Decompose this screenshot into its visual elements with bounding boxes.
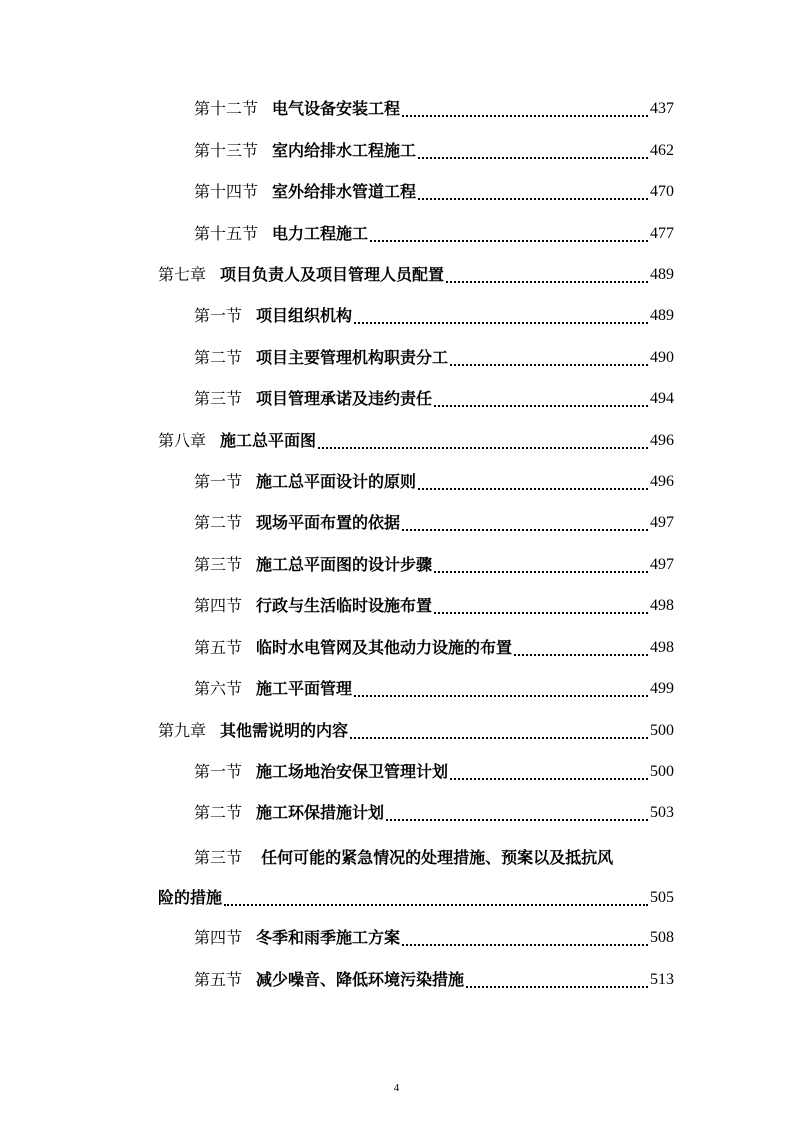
toc-entry-page: 477 [650, 225, 674, 242]
toc-entry-page: 508 [650, 929, 674, 946]
toc-entry-page: 490 [650, 349, 674, 366]
toc-entry-title: 电力工程施工 [272, 224, 369, 243]
toc-entry-number: 第五节 [194, 970, 243, 989]
page-number: 4 [393, 1082, 400, 1094]
dot-leader [418, 157, 648, 159]
toc-entry-title-continued: 险的措施 [158, 888, 223, 907]
toc-entry-title: 室外给排水管道工程 [272, 182, 417, 201]
dot-leader [514, 654, 648, 656]
toc-entry[interactable] [194, 384, 674, 414]
toc-entry-page: 496 [650, 473, 674, 490]
toc-entry-title: 项目主要管理机构职责分工 [256, 348, 449, 367]
dot-leader [418, 198, 648, 200]
dot-leader [386, 819, 648, 821]
toc-entry[interactable] [194, 591, 674, 621]
toc-entry-number: 第十三节 [194, 141, 259, 160]
toc-chapter-entry[interactable] [158, 426, 674, 456]
toc-entry-title: 施工总平面图 [220, 431, 317, 450]
toc-entry[interactable] [194, 219, 674, 249]
toc-entry-page: 489 [650, 307, 674, 324]
dot-leader [354, 322, 648, 324]
toc-chapter-entry[interactable] [158, 260, 674, 290]
toc-entry-title: 施工总平面设计的原则 [256, 472, 417, 491]
toc-entry[interactable] [194, 136, 674, 166]
toc-entry[interactable] [194, 343, 674, 373]
toc-entry-page: 437 [650, 100, 674, 117]
toc-entry-number: 第一节 [194, 306, 243, 325]
toc-entry-title: 项目负责人及项目管理人员配置 [220, 265, 445, 284]
toc-entry[interactable] [194, 508, 674, 538]
toc-entry[interactable] [194, 94, 674, 124]
toc-entry-page: 497 [650, 514, 674, 531]
toc-entry-title: 施工平面管理 [256, 679, 353, 698]
toc-entry-page: 499 [650, 680, 674, 697]
toc-entry-title: 室内给排水工程施工 [272, 141, 417, 160]
toc-entry-title: 项目组织机构 [256, 306, 353, 325]
dot-leader [418, 488, 648, 490]
dot-leader [450, 778, 648, 780]
toc-entry-title: 任何可能的紧急情况的处理措施、预案以及抵抗风 [261, 848, 614, 867]
dot-leader [224, 904, 648, 906]
toc-entry[interactable] [194, 550, 674, 580]
dot-leader [370, 240, 648, 242]
dot-leader [434, 571, 648, 573]
toc-entry-title: 现场平面布置的依据 [256, 513, 401, 532]
toc-entry-wrapped-line2[interactable] [158, 883, 674, 913]
toc-entry-number: 第八章 [158, 431, 207, 450]
toc-entry[interactable] [194, 757, 674, 787]
toc-entry[interactable] [194, 301, 674, 331]
toc-entry-number: 第七章 [158, 265, 207, 284]
toc-entry-number: 第三节 [194, 848, 243, 867]
dot-leader [434, 612, 648, 614]
dot-leader [402, 944, 648, 946]
toc-entry[interactable] [194, 965, 674, 995]
dot-leader [402, 529, 648, 531]
dot-leader [354, 695, 648, 697]
toc-entry-title: 临时水电管网及其他动力设施的布置 [256, 638, 513, 657]
toc-entry[interactable] [194, 798, 674, 828]
toc-entry-title: 项目管理承诺及违约责任 [256, 389, 433, 408]
toc-entry[interactable] [194, 177, 674, 207]
toc-entry-number: 第四节 [194, 928, 243, 947]
toc-entry-title: 电气设备安装工程 [272, 99, 401, 118]
toc-entry-title: 施工环保措施计划 [256, 803, 385, 822]
toc-entry-page: 503 [650, 804, 674, 821]
toc-entry-page: 494 [650, 390, 674, 407]
toc-entry-title: 减少噪音、降低环境污染措施 [256, 970, 465, 989]
toc-entry-number: 第二节 [194, 513, 243, 532]
toc-entry-number: 第五节 [194, 638, 243, 657]
dot-leader [402, 115, 648, 117]
dot-leader [446, 281, 648, 283]
toc-entry-number: 第二节 [194, 348, 243, 367]
toc-entry-number: 第六节 [194, 679, 243, 698]
toc-entry-title: 施工场地治安保卫管理计划 [256, 762, 449, 781]
toc-entry-number: 第十四节 [194, 182, 259, 201]
dot-leader [318, 447, 648, 449]
dot-leader [350, 737, 648, 739]
toc-entry-number: 第十五节 [194, 224, 259, 243]
toc-entry[interactable] [194, 633, 674, 663]
dot-leader [466, 986, 648, 988]
dot-leader [434, 405, 648, 407]
toc-entry-page: 500 [650, 763, 674, 780]
toc-entry-page: 462 [650, 142, 674, 159]
toc-entry[interactable] [194, 674, 674, 704]
toc-entry-number: 第十二节 [194, 99, 259, 118]
toc-entry-page: 496 [650, 432, 674, 449]
toc-entry-page: 505 [650, 889, 674, 906]
toc-entry-number: 第三节 [194, 389, 243, 408]
toc-entry[interactable] [194, 467, 674, 497]
toc-entry[interactable] [194, 923, 674, 953]
toc-entry-number: 第二节 [194, 803, 243, 822]
toc-entry-number: 第三节 [194, 555, 243, 574]
toc-entry-title: 其他需说明的内容 [220, 721, 349, 740]
toc-entry-number: 第一节 [194, 762, 243, 781]
toc-entry-page: 500 [650, 722, 674, 739]
toc-entry-title: 施工总平面图的设计步骤 [256, 555, 433, 574]
toc-entry-wrapped-line1[interactable] [194, 843, 613, 873]
toc-entry-page: 470 [650, 183, 674, 200]
dot-leader [450, 364, 648, 366]
toc-entry-number: 第九章 [158, 721, 207, 740]
toc-entry-title: 冬季和雨季施工方案 [256, 928, 401, 947]
toc-entry-number: 第四节 [194, 596, 243, 615]
toc-entry-page: 489 [650, 266, 674, 283]
toc-chapter-entry[interactable] [158, 716, 674, 746]
toc-entry-page: 498 [650, 639, 674, 656]
toc-entry-page: 498 [650, 597, 674, 614]
toc-entry-title: 行政与生活临时设施布置 [256, 596, 433, 615]
toc-entry-page: 497 [650, 556, 674, 573]
toc-entry-number: 第一节 [194, 472, 243, 491]
toc-entry-page: 513 [650, 971, 674, 988]
